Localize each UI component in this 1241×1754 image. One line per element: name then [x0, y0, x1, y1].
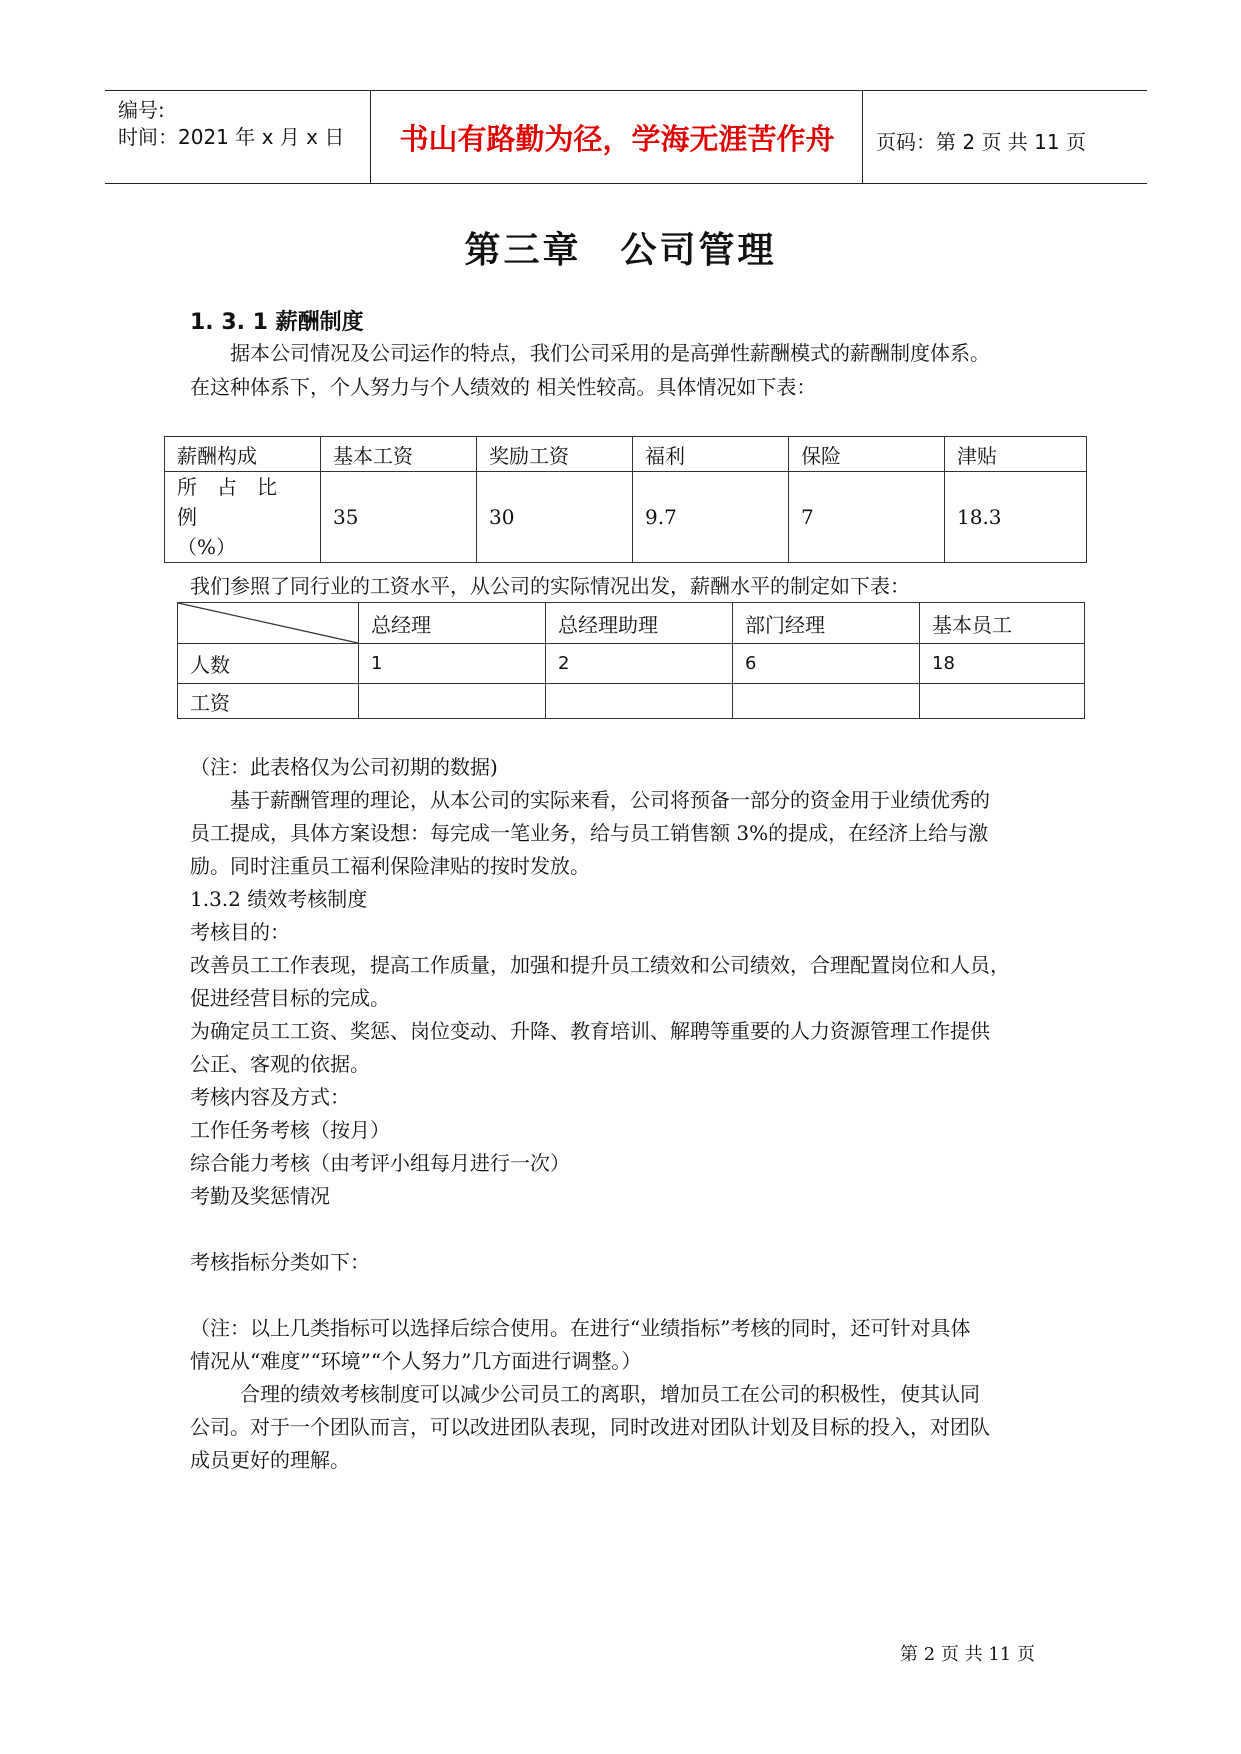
goal1-line1: 改善员工工作表现，提高工作质量，加强和提升员工绩效和公司绩效，合理配置岗位和人员， — [190, 953, 1010, 977]
section-131-title: 1. 3. 1 薪酬制度 — [190, 310, 364, 335]
table-cell — [733, 684, 920, 719]
section-131-para-line1: 据本公司情况及公司运作的特点，我们公司采用的是高弹性薪酬模式的薪酬制度体系。 — [230, 341, 990, 365]
table-cell: 35 — [321, 472, 477, 563]
table-cell: 2 — [546, 644, 733, 684]
commission-para-line2: 员工提成，具体方案设想：每完成一笔业务，给与员工销售额 3%的提成，在经济上给与激 — [190, 821, 989, 845]
closing-para-line1: 合理的绩效考核制度可以减少公司员工的离职，增加员工在公司的积极性，使其认同 — [240, 1382, 980, 1406]
table-row — [165, 472, 1087, 563]
table-row-label — [165, 472, 321, 563]
table-row — [165, 437, 1087, 472]
chapter-title: 第三章 公司管理 — [464, 229, 777, 271]
section-132-title: 1.3.2 绩效考核制度 — [190, 887, 368, 911]
table-cell: 30 — [477, 472, 633, 563]
table-row-label: 工资 — [178, 684, 359, 719]
commission-para-line1: 基于薪酬管理的理论，从本公司的实际来看，公司将预备一部分的资金用于业绩优秀的 — [230, 788, 990, 812]
goal-label: 考核目的： — [190, 920, 290, 944]
table-header-cell: 福利 — [633, 437, 789, 472]
table-cell: 18 — [920, 644, 1085, 684]
salary-composition-table — [164, 436, 1087, 563]
page-footer: 第 2 页 共 11 页 — [900, 1644, 1035, 1665]
table-row — [178, 684, 1085, 719]
table-cell: 6 — [733, 644, 920, 684]
table-row-label-line2: （%） — [177, 535, 237, 559]
content-label: 考核内容及方式： — [190, 1085, 350, 1109]
table-cell: 18.3 — [945, 472, 1087, 563]
table-cell — [546, 684, 733, 719]
header-bottom-rule — [105, 183, 1147, 184]
table-header-cell: 总经理 — [359, 603, 546, 644]
salary-level-intro: 我们参照了同行业的工资水平，从公司的实际情况出发，薪酬水平的制定如下表： — [190, 574, 910, 598]
header-time-label: 时间：2021 年 x 月 x 日 — [118, 125, 345, 149]
table-header-cell: 基本工资 — [321, 437, 477, 472]
table-cell: 7 — [789, 472, 945, 563]
header-top-rule — [105, 90, 1147, 91]
header-page-label: 页码：第 2 页 共 11 页 — [876, 130, 1086, 154]
content-item-1: 工作任务考核（按月） — [190, 1118, 390, 1142]
table-cell — [920, 684, 1085, 719]
diagonal-line — [178, 603, 358, 643]
table-row-label-line1: 所 占 比 例 — [177, 475, 297, 529]
table-cell — [359, 684, 546, 719]
indicator-label: 考核指标分类如下： — [190, 1250, 370, 1274]
note-indicators-line1: （注：以上几类指标可以选择后综合使用。在进行“业绩指标”考核的同时，还可针对具体 — [190, 1316, 971, 1340]
closing-para-line2: 公司。对于一个团队而言，可以改进团队表现，同时改进对团队计划及目标的投入，对团队 — [190, 1415, 990, 1439]
content-item-2: 综合能力考核（由考评小组每月进行一次） — [190, 1151, 570, 1175]
table-row-label: 人数 — [178, 644, 359, 684]
table-header-cell: 保险 — [789, 437, 945, 472]
table-header-cell: 基本员工 — [920, 603, 1085, 644]
note-indicators-line2: 情况从“难度”“环境”“个人努力”几方面进行调整。） — [190, 1349, 642, 1373]
table-header-cell: 奖励工资 — [477, 437, 633, 472]
table-cell: 1 — [359, 644, 546, 684]
table-header-cell: 薪酬构成 — [165, 437, 321, 472]
section-131-para-line2: 在这种体系下，个人努力与个人绩效的 相关性较高。具体情况如下表： — [190, 375, 817, 399]
table-row — [178, 603, 1085, 644]
content-item-3: 考勤及奖惩情况 — [190, 1184, 330, 1208]
goal2-line1: 为确定员工工资、奖惩、岗位变动、升降、教育培训、解聘等重要的人力资源管理工作提供 — [190, 1019, 990, 1043]
header-divider-left — [370, 90, 371, 184]
goal1-line2: 促进经营目标的完成。 — [190, 986, 390, 1010]
table-cell: 9.7 — [633, 472, 789, 563]
salary-level-table — [177, 602, 1085, 719]
note-initial-data: （注：此表格仅为公司初期的数据) — [190, 755, 498, 779]
table-header-cell: 津贴 — [945, 437, 1087, 472]
table-row — [178, 644, 1085, 684]
table-header-cell: 部门经理 — [733, 603, 920, 644]
header-divider-right — [862, 90, 863, 184]
header-motto: 书山有路勤为径，学海无涯苦作舟 — [399, 122, 835, 156]
commission-para-line3: 励。同时注重员工福利保险津贴的按时发放。 — [190, 854, 590, 878]
diagonal-header-cell — [178, 603, 359, 644]
closing-para-line3: 成员更好的理解。 — [190, 1448, 350, 1472]
table-header-cell: 总经理助理 — [546, 603, 733, 644]
goal2-line2: 公正、客观的依据。 — [190, 1052, 370, 1076]
header-number-label: 编号: — [118, 98, 165, 122]
